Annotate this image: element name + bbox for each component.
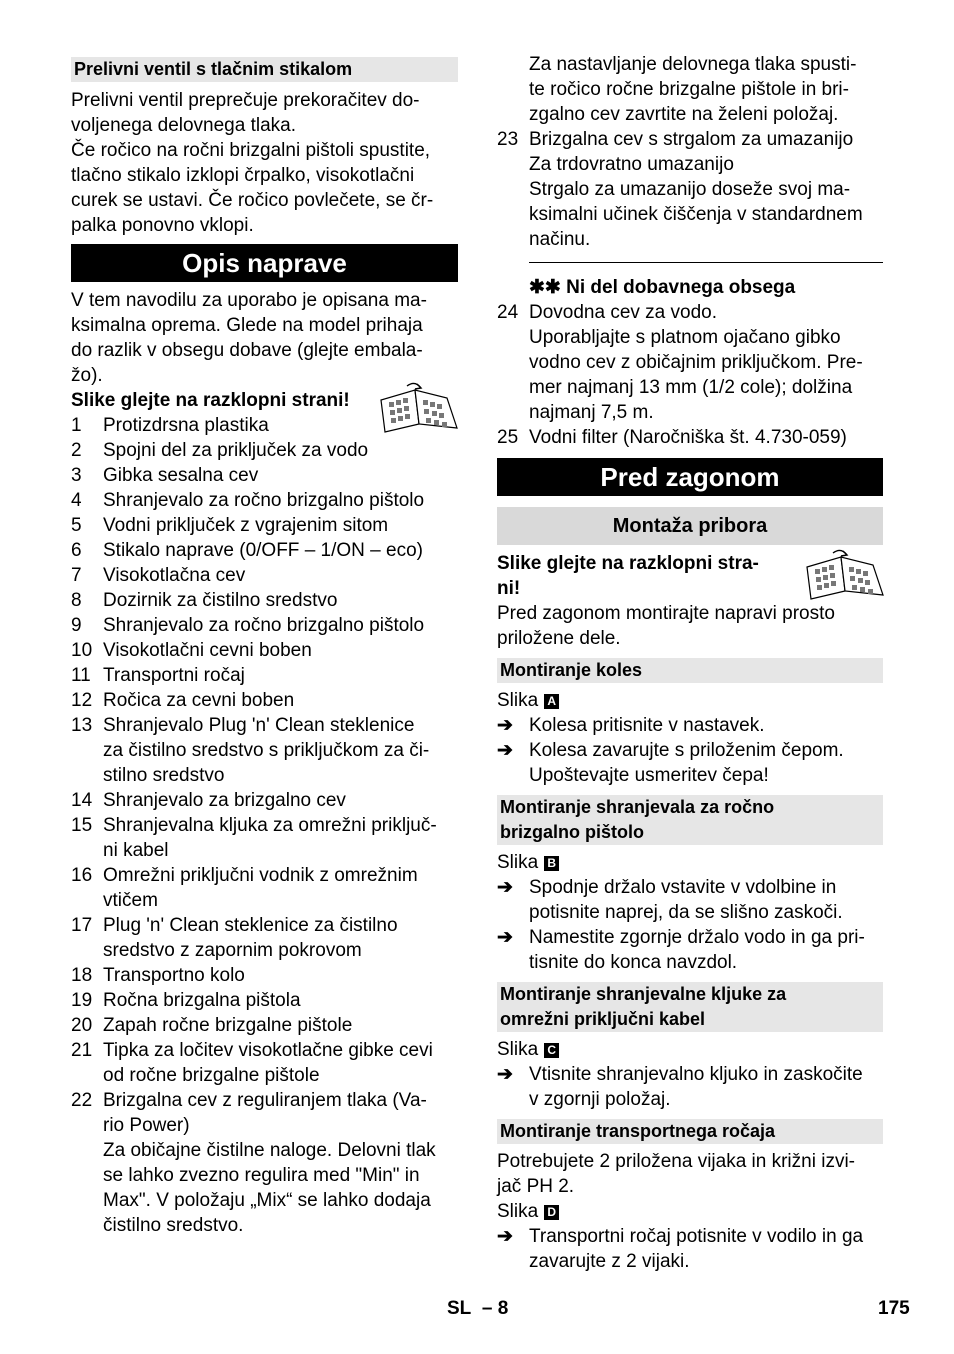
right-column: [497, 52, 883, 1274]
parts-list: [71, 413, 458, 1238]
list-item-number: 4: [71, 490, 82, 511]
list-item: [71, 1038, 458, 1088]
text-line: sredstvo z zapornim pokrovom: [103, 940, 362, 961]
list-item-number: 22: [71, 1090, 93, 1111]
text-line: Tipka za ločitev visokotlačne gibke cevi: [103, 1040, 433, 1061]
text-line: Plug 'n' Clean steklenice za čistilno: [103, 915, 398, 936]
page-footer-lang: SL – 8: [447, 1298, 509, 1319]
list-item: [497, 300, 883, 425]
list-item-text: [529, 425, 883, 450]
text-line: te ročico ročne brizgalne pištole in bri-: [529, 79, 849, 100]
subsection-body: [497, 1037, 883, 1112]
figure-key: D: [544, 1205, 559, 1220]
left-column: [71, 57, 458, 1238]
text-line: Vodni filter (Naročniška št. 4.730-059): [529, 427, 847, 448]
text-line: Shranjevalo za ročno brizgalno pištolo: [103, 615, 425, 636]
text-line: Za nastavljanje delovnega tlaka spusti-: [529, 54, 857, 75]
text-line: Protizdrsna plastika: [103, 415, 269, 436]
text-line: priložene dele.: [497, 628, 621, 649]
list-item-number: 12: [71, 690, 93, 711]
list-item-number: 9: [71, 615, 82, 636]
subsection-heading: [497, 795, 883, 845]
text-line: Prelivni ventil preprečuje prekoračitev do-: [71, 90, 420, 111]
list-item-text: [103, 988, 458, 1013]
text-line: potisnite naprej, da se slišno zaskoči.: [529, 902, 843, 923]
text-line: tlačno stikalo izklopi črpalko, visokotlačni: [71, 165, 415, 186]
list-item-text: [103, 613, 458, 638]
subsection-heading: [497, 658, 883, 683]
assembly-section-wheels: [497, 658, 883, 788]
text-line: Vtisnite shranjevalno kljuko in zaskočite: [529, 1064, 863, 1085]
list-item-number: 11: [71, 665, 91, 686]
text-line: Potrebujete 2 priložena vijaka in križni izvi-: [497, 1151, 855, 1172]
book-icon: [803, 547, 887, 601]
text-line: zgalno cev zavrtite na želeni položaj.: [529, 104, 839, 125]
text-line: ksimalna oprema. Glede na model prihaja: [71, 315, 423, 336]
arrow-icon: ➔: [497, 877, 513, 898]
text-line: Spojni del za priključek za vodo: [103, 440, 369, 461]
list-item-number: 25: [497, 427, 519, 448]
text-line: Dovodna cev za vodo.: [529, 302, 718, 323]
list-item-text: [103, 588, 458, 613]
text-line: tisnite do konca navzdol.: [529, 952, 738, 973]
assembly-section-handle: [497, 1119, 883, 1274]
text-line: Transportni ročaj potisnite v vodilo in ga: [529, 1226, 864, 1247]
text-line: Shranjevalo Plug 'n' Clean steklenice: [103, 715, 415, 736]
arrow-icon: ➔: [497, 1226, 513, 1247]
text-line: se lahko zvezno regulira med "Min" in: [103, 1165, 420, 1186]
text-line: vtičem: [103, 890, 158, 911]
list-item-text: [103, 538, 458, 563]
list-item-text: [103, 438, 458, 463]
step-item: [497, 1062, 883, 1112]
assembly-section-cable-hook: [497, 982, 883, 1112]
text-line: Transportni ročaj: [103, 665, 245, 686]
list-item: [71, 588, 458, 613]
list-item-number: 14: [71, 790, 93, 811]
text-line: načinu.: [529, 229, 591, 250]
text-line: do razlik v obsegu dobave (glejte embala-: [71, 340, 423, 361]
step-text: [529, 1062, 883, 1112]
list-item-number: 15: [71, 815, 93, 836]
text-line: v zgornji položaj.: [529, 1089, 671, 1110]
list-item-text: [103, 788, 458, 813]
list-item: [71, 663, 458, 688]
list-item: [497, 127, 883, 252]
figure-label: Slika: [497, 690, 539, 711]
list-item: [71, 813, 458, 863]
text-line: Zapah ročne brizgalne pištole: [103, 1015, 353, 1036]
subsection-heading: [497, 1119, 883, 1144]
step-item: [497, 738, 883, 788]
text-line: brizgalno pištolo: [500, 822, 644, 842]
list-item: [71, 913, 458, 963]
subsection-body: [497, 688, 883, 788]
parts-list-continued: [497, 52, 883, 127]
list-item-text: [103, 913, 458, 963]
list-item-number: 13: [71, 715, 93, 736]
text-line: Brizgalna cev z reguliranjem tlaka (Va-: [103, 1090, 427, 1111]
list-item-text: [103, 1038, 458, 1088]
text-line: Če ročico na ročni brizgalni pištoli spustite,: [71, 140, 431, 161]
text-line: Pred zagonom montirajte napravi prosto: [497, 603, 835, 624]
list-item: [71, 863, 458, 913]
list-item-number: 23: [497, 129, 519, 150]
list-item: [71, 1088, 458, 1238]
list-item: [71, 713, 458, 788]
list-item: [71, 788, 458, 813]
list-item-number: 6: [71, 540, 82, 561]
text-line: vodno cev z običajnim priključkom. Pre-: [529, 352, 863, 373]
text-line: curek se ustavi. Če ročico povlečete, se čr-: [71, 190, 434, 211]
text-line: Shranjevalo za brizgalno cev: [103, 790, 346, 811]
text-line: Visokotlačni cevni boben: [103, 640, 312, 661]
subsection-body: [497, 850, 883, 975]
step-item: [497, 1224, 883, 1274]
text-line: V tem navodilu za uporabo je opisana ma-: [71, 290, 427, 311]
step-item: [497, 713, 883, 738]
figure-key: B: [544, 856, 559, 871]
text-line: Kolesa pritisnite v nastavek.: [529, 715, 765, 736]
list-item: [71, 513, 458, 538]
figure-reference: [497, 1199, 883, 1224]
list-item-text: [103, 688, 458, 713]
divider: [529, 262, 883, 263]
list-item-text: [529, 127, 883, 252]
text-line: Gibka sesalna cev: [103, 465, 259, 486]
stars-icon: ✱✱: [529, 277, 561, 298]
list-item: [71, 988, 458, 1013]
text-line: palka ponovno vklopi.: [71, 215, 254, 236]
text-line: rio Power): [103, 1115, 190, 1136]
text-line: stilno sredstvo: [103, 765, 225, 786]
list-item: [71, 688, 458, 713]
text-line: Strgalo za umazanijo doseže svoj ma-: [529, 179, 851, 200]
text-line: Kolesa zavarujte s priloženim čepom.: [529, 740, 844, 761]
section-heading-overflow-valve: Prelivni ventil s tlačnim stikalom: [71, 57, 458, 82]
text-line: Montiranje transportnega ročaja: [500, 1121, 776, 1141]
figure-label: Slika: [497, 852, 539, 873]
text-line: Max". V položaju „Mix“ se lahko dodaja: [103, 1190, 431, 1211]
text-line: čistilno sredstvo.: [103, 1215, 244, 1236]
list-item-number: 18: [71, 965, 93, 986]
list-item: [71, 638, 458, 663]
text-line: Spodnje držalo vstavite v vdolbine in: [529, 877, 837, 898]
text-line: ksimalni učinek čiščenja v standardnem: [529, 204, 863, 225]
text-line: Vodni priključek z vgrajenim sitom: [103, 515, 389, 536]
text-line: Brizgalna cev s strgalom za umazanijo: [529, 129, 854, 150]
list-item: [71, 488, 458, 513]
assembly-section-gun-holder: [497, 795, 883, 975]
list-item-number: 2: [71, 440, 82, 461]
text-line: Ročica za cevni boben: [103, 690, 295, 711]
arrow-icon: ➔: [497, 927, 513, 948]
list-item-text: [103, 513, 458, 538]
list-item: [497, 425, 883, 450]
list-item-text: [529, 300, 883, 425]
list-item: [497, 300, 883, 425]
list-item: [71, 538, 458, 563]
text-line: Montiranje koles: [500, 660, 643, 680]
list-item-text: [103, 813, 458, 863]
list-item: [71, 438, 458, 463]
text-line: zavarujte z 2 vijaki.: [529, 1251, 690, 1272]
list-item: [71, 1013, 458, 1038]
text-line: od ročne brizgalne pištole: [103, 1065, 320, 1086]
list-item: [71, 963, 458, 988]
list-item-number: 21: [71, 1040, 93, 1061]
list-item-number: 3: [71, 465, 82, 486]
list-item-number: 5: [71, 515, 82, 536]
text-line: Slike glejte na razklopni stra-: [497, 553, 759, 574]
figure-key: C: [544, 1043, 559, 1058]
list-item: [71, 463, 458, 488]
list-item: [71, 563, 458, 588]
text-line: Stikalo naprave (0/OFF – 1/ON – eco): [103, 540, 423, 561]
before-start-text: [497, 601, 883, 651]
text-line: Montiranje shranjevalne kljuke za: [500, 984, 787, 1004]
text-line: omrežni priključni kabel: [500, 1009, 706, 1029]
text-line: ni kabel: [103, 840, 169, 861]
text-line: Visokotlačna cev: [103, 565, 246, 586]
arrow-icon: ➔: [497, 1064, 513, 1085]
list-item-text: [103, 663, 458, 688]
list-item: [497, 127, 883, 252]
list-item-text: [103, 863, 458, 913]
list-item-number: 1: [71, 415, 82, 436]
list-item-number: 17: [71, 915, 93, 936]
text-line: Uporabljajte s platnom ojačano gibko: [529, 327, 841, 348]
text-line: ni!: [497, 578, 521, 599]
figure-reference: [497, 688, 883, 713]
list-item-text: [103, 963, 458, 988]
figure-reference: [497, 850, 883, 875]
figure-reference: [497, 1037, 883, 1062]
text-line: za čistilno sredstvo s priključkom za či-: [103, 740, 430, 761]
step-text: [529, 1224, 883, 1274]
subsection-heading: [497, 982, 883, 1032]
list-item-text: [103, 713, 458, 788]
text-line: Shranjevalna kljuka za omrežni priključ-: [103, 815, 437, 836]
list-item-number: 20: [71, 1015, 93, 1036]
list-item-text: [103, 1013, 458, 1038]
step-item: [497, 875, 883, 925]
book-icon: [377, 380, 461, 434]
text-line: voljenega delovnega tlaka.: [71, 115, 297, 136]
step-item: [497, 925, 883, 975]
section-heading-before-start: Pred zagonom: [497, 458, 883, 496]
text-line: Ročna brizgalna pištola: [103, 990, 301, 1011]
text-line: Upoštevajte usmeritev čepa!: [529, 765, 769, 786]
section-heading-device-description: Opis naprave: [71, 244, 458, 282]
arrow-icon: ➔: [497, 715, 513, 736]
list-item-number: 8: [71, 590, 82, 611]
text-line: najmanj 7,5 m.: [529, 402, 654, 423]
list-item-text: [103, 488, 458, 513]
list-item-text: [103, 563, 458, 588]
foldout-note: Slike glejte na razklopni strani!: [71, 390, 350, 411]
text-line: Za trdovratno umazanijo: [529, 154, 734, 175]
step-text: [529, 925, 883, 975]
step-text: [529, 738, 883, 788]
text-line: Namestite zgornje držalo vodo in ga pri-: [529, 927, 865, 948]
list-item-number: 16: [71, 865, 93, 886]
step-text: [529, 713, 883, 738]
text-line: Omrežni priključni vodnik z omrežnim: [103, 865, 418, 886]
figure-label: Slika: [497, 1039, 539, 1060]
text-line: Za običajne čistilne naloge. Delovni tlak: [103, 1140, 436, 1161]
not-included-note: ✱✱ Ni del dobavnega obsega: [529, 277, 796, 298]
figure-label: Slika: [497, 1201, 539, 1222]
text-line: Transportno kolo: [103, 965, 245, 986]
text-line: mer najmanj 13 mm (1/2 cole); dolžina: [529, 377, 853, 398]
text-line: žo).: [71, 365, 103, 386]
device-description-text: [71, 288, 458, 388]
text-line: Dozirnik za čistilno sredstvo: [103, 590, 338, 611]
list-item-text: [103, 1088, 458, 1238]
list-item: [497, 425, 883, 450]
text-line: Shranjevalo za ročno brizgalno pištolo: [103, 490, 425, 511]
text-line: Montiranje shranjevala za ročno: [500, 797, 775, 817]
subsection-body: [497, 1149, 883, 1274]
list-item-number: 10: [71, 640, 93, 661]
overflow-valve-text: [71, 88, 458, 238]
list-item-number: 24: [497, 302, 519, 323]
section-heading-accessory-assembly: Montaža pribora: [497, 507, 883, 545]
list-item-text: [103, 463, 458, 488]
step-text: [529, 875, 883, 925]
list-item-text: [103, 638, 458, 663]
list-item-number: 19: [71, 990, 93, 1011]
list-item-number: 7: [71, 565, 82, 586]
list-item: [71, 613, 458, 638]
arrow-icon: ➔: [497, 740, 513, 761]
figure-key: A: [544, 694, 559, 709]
text-line: jač PH 2.: [497, 1176, 575, 1197]
page-number: 175: [878, 1298, 910, 1319]
